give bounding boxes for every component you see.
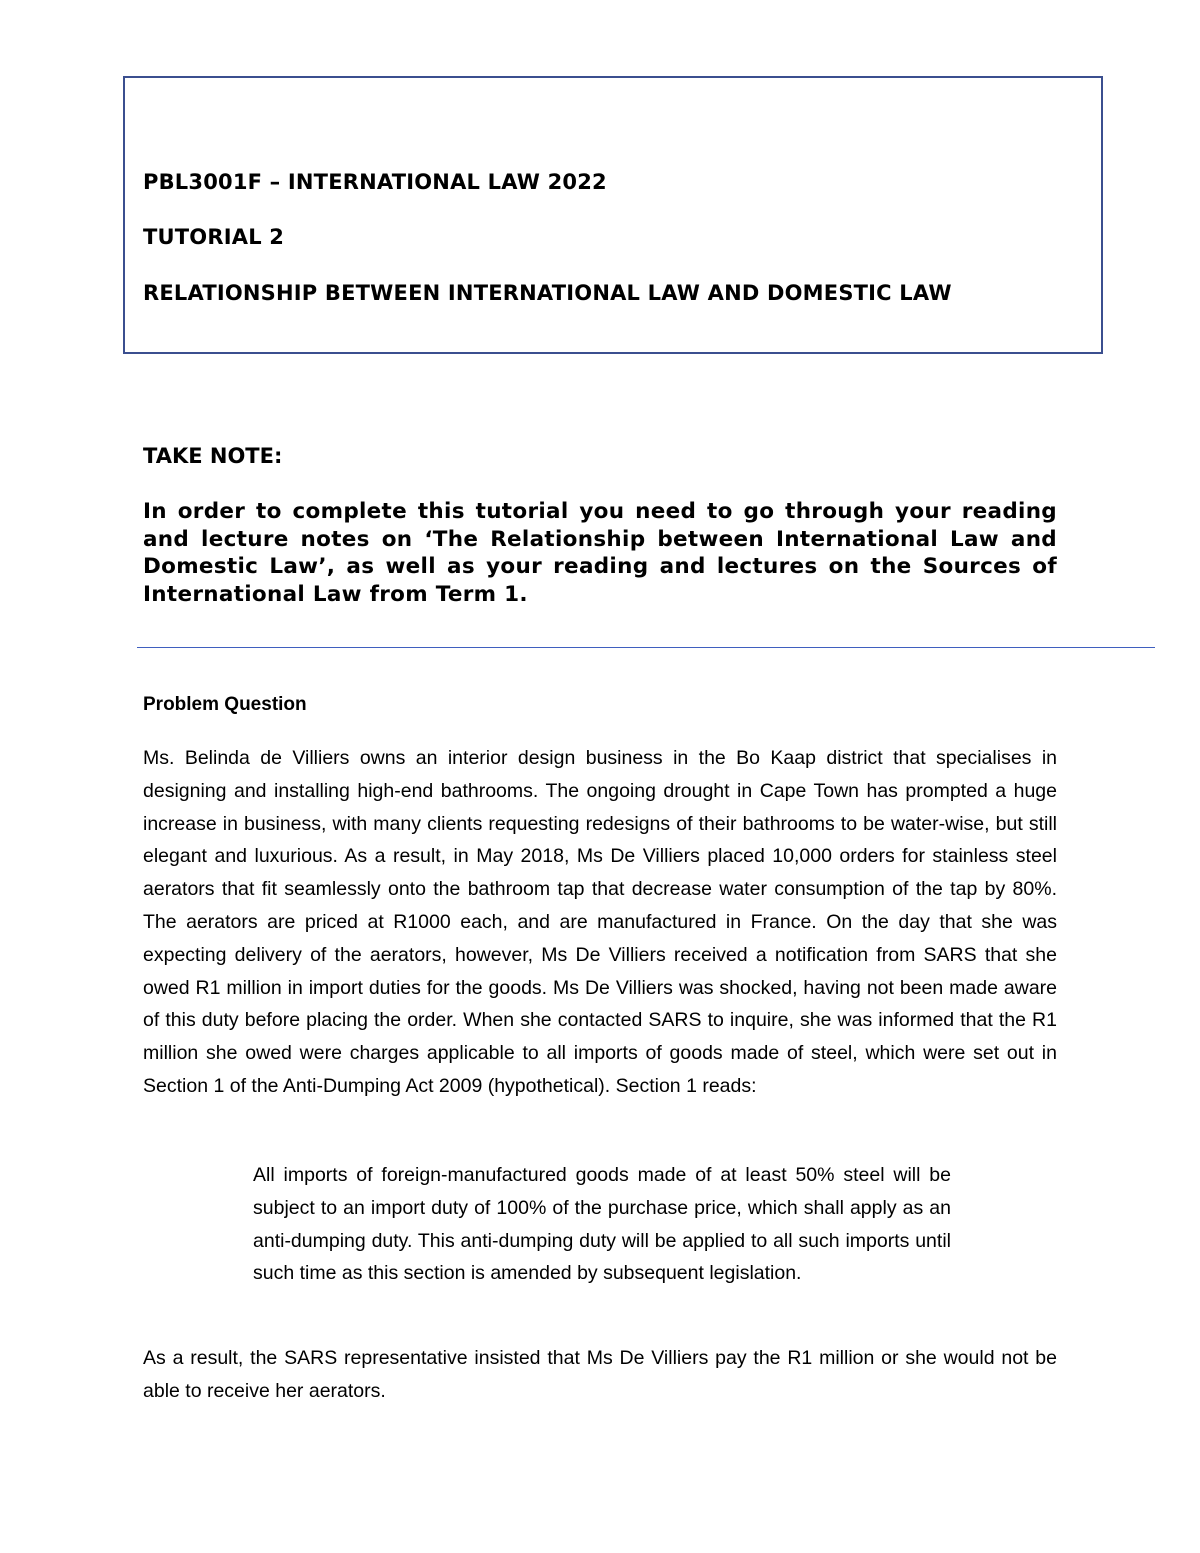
conclusion-paragraph: As a result, the SARS representative insisted that Ms De Villiers pay the R1 million or she would not be able to receive her aerators. bbox=[143, 1347, 1057, 1402]
section-1-quote: All imports of foreign-manufactured goods made of at least 50% steel will be subject to an import duty of 100% of the purchase price, which shall apply as an anti-dumping duty. This anti-dumping duty will be applied to all such imports until such time as this section is amended by subsequent legislation. bbox=[253, 1164, 951, 1285]
take-note-heading: TAKE NOTE: bbox=[143, 444, 283, 468]
title-box bbox=[123, 76, 1103, 354]
tutorial-topic: RELATIONSHIP BETWEEN INTERNATIONAL LAW AND DOMESTIC LAW bbox=[143, 281, 952, 305]
course-title: PBL3001F – INTERNATIONAL LAW 2022 bbox=[143, 170, 607, 194]
section-divider bbox=[137, 647, 1155, 648]
problem-question-heading: Problem Question bbox=[143, 694, 307, 715]
take-note-body: In order to complete this tutorial you need to go through your reading and lecture notes on ‘The Relationship between International Law and Domestic Law’, as well as your reading and lectures on the Sources of International Law from Term 1. bbox=[143, 499, 1057, 607]
tutorial-number: TUTORIAL 2 bbox=[143, 225, 285, 249]
problem-paragraph: Ms. Belinda de Villiers owns an interior design business in the Bo Kaap district that specialises in designing and installing high-end bathrooms. The ongoing drought in Cape Town has prompted a huge increase in business, with many clients requesting redesigns of their bathrooms to be water-wise, but still elegant and luxurious. As a result, in May 2018, Ms De Villiers placed 10,000 orders for stainless steel aerators that fit seamlessly onto the bathroom tap that decrease water consumption of the tap by 80%. The aerators are priced at R1000 each, and are manufactured in France. On the day that she was expecting delivery of the aerators, however, Ms De Villiers received a notification from SARS that she owed R1 million in import duties for the goods. Ms De Villiers was shocked, having not been made aware of this duty before placing the order. When she contacted SARS to inquire, she was informed that the R1 million she owed were charges applicable to all imports of goods made of steel, which were set out in Section 1 of the Anti-Dumping Act 2009 (hypothetical). Section 1 reads: bbox=[143, 747, 1057, 1097]
